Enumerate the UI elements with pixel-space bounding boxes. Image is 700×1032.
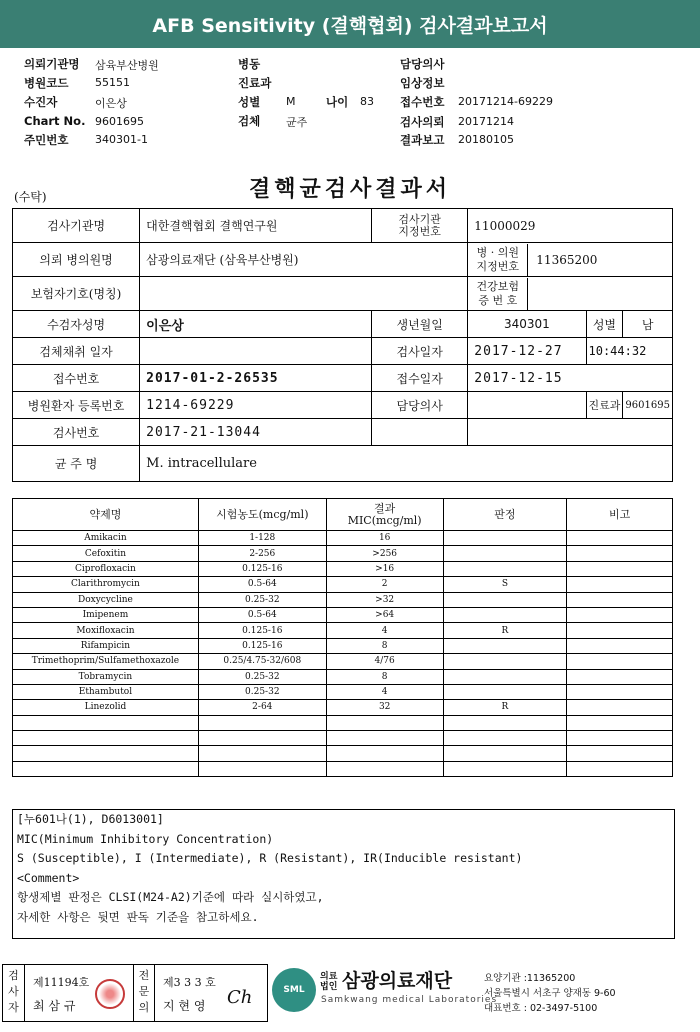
drug-name [13,731,199,746]
note [567,531,673,546]
mic-value: >64 [326,607,443,622]
note [567,700,673,715]
table-row [13,731,673,746]
table-row [13,638,673,653]
tester-name: 최 삼 규 [33,999,76,1013]
hospital-value: 삼광의료재단 (삼육부산병원) [140,243,468,277]
drug-name: Trimethoprim/Sulfamethoxazole [13,654,199,669]
test-concentration: 0.25-32 [198,592,326,607]
mic-value [326,731,443,746]
test-concentration [198,715,326,730]
judgement: R [443,700,567,715]
test-concentration: 2-64 [198,700,326,715]
lab-code-label: 검사기관 지정번호 [372,209,468,243]
patient-name-label: 수검자성명 [13,311,140,338]
header-label: Chart No. [24,114,86,128]
test-concentration [198,731,326,746]
report-banner [0,0,700,48]
dob-value: 340301 [468,311,586,338]
header-value: 20171214-69229 [458,95,553,108]
mic-value: >16 [326,561,443,576]
organization-name: 삼광의료재단 [342,970,453,992]
header-value: 55151 [95,76,130,89]
insurance-no: 건강보험 증 번 호 [468,277,673,311]
sml-logo: SML [272,968,316,1012]
mic-value: 4/76 [326,654,443,669]
test-concentration: 2-256 [198,546,326,561]
header-label: 병원코드 [24,76,69,90]
test-concentration [198,761,326,776]
lab-value: 대한결핵협회 결핵연구원 [140,209,372,243]
org-prefix: 의료 법인 [320,972,338,992]
header-label: 담당의사 [400,57,445,71]
judgement [443,731,567,746]
judgement [443,607,567,622]
table-row [13,623,673,638]
header-value: 9601695 [95,115,144,128]
lab-label: 검사기관명 [13,209,140,243]
drug-name: Ethambutol [13,684,199,699]
receipt-no-value: 2017-01-2-26535 [140,365,372,392]
sample-date-value [140,338,372,365]
mic-value: 16 [326,531,443,546]
note [567,684,673,699]
registration-no-label: 병원환자 등록번호 [13,392,140,419]
signature-box [2,964,268,1022]
table-row [13,592,673,607]
table-row [13,669,673,684]
note [567,731,673,746]
organization-code: 요양기관 :11365200 [484,973,576,984]
receipt-date-value: 2017-12-15 [468,365,673,392]
judgement [443,654,567,669]
note [567,715,673,730]
header-value: 20180105 [458,133,514,146]
mic-value: 8 [326,638,443,653]
specialist-name: 지 현 영 [163,999,206,1013]
table-row [13,654,673,669]
mic-value [326,761,443,776]
judgement [443,592,567,607]
drug-name: Imipenem [13,607,199,622]
table-row [13,684,673,699]
hospital-label: 의뢰 병의원명 [13,243,140,277]
test-concentration: 0.25-32 [198,669,326,684]
judgement [443,715,567,730]
document-kind: (수탁) [14,190,47,204]
department-label: 진료과 [586,392,623,419]
table-row [13,561,673,576]
header-value: 삼육부산병원 [95,59,159,72]
table-row [13,531,673,546]
patient-name-value: 이은상 [140,311,372,338]
organization-address: 서울특별시 서초구 양재동 9-60 [484,988,616,999]
strain-value: M. intracellulare [140,446,673,482]
drug-name: Doxycycline [13,592,199,607]
table-row [13,761,673,776]
info-table [12,208,673,482]
judgement: S [443,577,567,592]
comment-line: 자세한 사항은 뒷면 판독 기준을 참고하세요. [17,909,259,924]
table-row [13,746,673,761]
test-time-value: 10:44:32 [586,338,673,365]
table-row [13,546,673,561]
drug-header: 약제명 [13,499,199,531]
drug-name: Cefoxitin [13,546,199,561]
receipt-no-label: 접수번호 [13,365,140,392]
table-row [13,700,673,715]
drug-name: Ciprofloxacin [13,561,199,576]
document-title: 결핵균검사결과서 [248,176,452,202]
mic-value [326,715,443,730]
organization-phone: 대표번호 : 02-3497-5100 [484,1003,598,1014]
note [567,623,673,638]
tester-license: 제11194호 [33,976,90,989]
seal-stamp [95,979,125,1009]
drug-name: Amikacin [13,531,199,546]
header-label: 의뢰기관명 [24,57,80,71]
header-label: 검체 [238,114,261,128]
mic-value [326,746,443,761]
table-row [13,607,673,622]
mic-value: 2 [326,577,443,592]
mic-value: >256 [326,546,443,561]
comment-line: <Comment> [17,870,80,885]
note [567,607,673,622]
judgement: R [443,623,567,638]
test-concentration: 0.125-16 [198,561,326,576]
test-concentration: 0.125-16 [198,638,326,653]
comment-box [12,809,675,939]
sex-value: 남 [623,311,673,338]
sex-label: 성별 [586,311,623,338]
mic-value: 4 [326,623,443,638]
receipt-date-label: 접수일자 [372,365,468,392]
note [567,654,673,669]
header-label: 접수번호 [400,95,445,109]
header-value: 20171214 [458,115,514,128]
header-value: 83 [360,95,374,108]
header-label: 나이 [326,95,349,109]
conc-header: 시험농도(mcg/ml) [198,499,326,531]
drug-name [13,761,199,776]
test-date-label: 검사일자 [372,338,468,365]
header-label: 검사의뢰 [400,115,445,129]
doctor-value [468,392,586,419]
test-no-value: 2017-21-13044 [140,419,372,446]
drug-name: Clarithromycin [13,577,199,592]
table-row [13,577,673,592]
department-value: 9601695 [623,392,673,419]
header-value: 균주 [286,116,308,129]
header-label: 진료과 [238,76,272,90]
header-label: 성별 [238,95,261,109]
header-value: M [286,95,296,108]
drug-name [13,715,199,730]
comment-line: MIC(Minimum Inhibitory Concentration) [17,831,274,846]
hospital-code: 병 · 의원 지정번호 11365200 [468,243,673,277]
dob-label: 생년월일 [372,311,468,338]
specialist-license: 제3 3 3 호 [163,976,216,989]
test-concentration: 0.25-32 [198,684,326,699]
report-title: AFB Sensitivity (결핵협회) 검사결과보고서 [152,14,548,37]
header-label: 임상정보 [400,76,445,90]
test-concentration: 0.5-64 [198,577,326,592]
judgement [443,746,567,761]
mic-value: >32 [326,592,443,607]
comment-line: [누601나(1), D6013001] [17,812,164,826]
header-label: 결과보고 [400,133,445,147]
note [567,669,673,684]
insurer-label: 보험자기호(명칭) [13,277,140,311]
note [567,746,673,761]
note [567,561,673,576]
note [567,592,673,607]
test-date-value: 2017-12-27 [468,338,586,365]
comment-line: 항생제별 판정은 CLSI(M24-A2)기준에 따라 실시하였고, [17,890,324,904]
drug-name: Tobramycin [13,669,199,684]
note [567,761,673,776]
header-label: 병동 [238,57,261,71]
judgement [443,638,567,653]
doctor-label: 담당의사 [372,392,468,419]
registration-no-value: 1214-69229 [140,392,372,419]
mic-value: 8 [326,669,443,684]
signature-scrawl: Ch [227,987,253,1008]
note-header: 비고 [567,499,673,531]
drug-name: Moxifloxacin [13,623,199,638]
judgement-header: 판정 [443,499,567,531]
judgement [443,561,567,576]
lab-code-value: 11000029 [468,209,673,243]
judgement [443,761,567,776]
insurer-value [140,277,468,311]
drug-table [12,498,673,777]
header-value: 340301-1 [95,133,148,146]
header-label: 주민번호 [24,133,69,147]
judgement [443,546,567,561]
test-no-label: 검사번호 [13,419,140,446]
strain-label: 균 주 명 [13,446,140,482]
test-concentration: 0.125-16 [198,623,326,638]
test-concentration: 0.25/4.75-32/608 [198,654,326,669]
drug-name: Rifampicin [13,638,199,653]
organization-name-en: Samkwang medical Laboratories [321,995,498,1005]
test-concentration [198,746,326,761]
mic-value: 4 [326,684,443,699]
judgement [443,531,567,546]
judgement [443,669,567,684]
table-row [13,715,673,730]
test-concentration: 0.5-64 [198,607,326,622]
comment-line: S (Susceptible), I (Intermediate), R (Resistant), IR(Inducible resistant) [17,851,523,865]
sample-date-label: 검체채취 일자 [13,338,140,365]
mic-header: 결과 MIC(mcg/ml) [326,499,443,531]
specialist-label: 전 문 의 [133,965,155,1021]
note [567,638,673,653]
tester-label: 검 사 자 [3,965,25,1021]
drug-name [13,746,199,761]
note [567,577,673,592]
test-concentration: 1-128 [198,531,326,546]
drug-name: Linezolid [13,700,199,715]
header-value: 이은상 [95,97,127,110]
note [567,546,673,561]
mic-value: 32 [326,700,443,715]
header-label: 수진자 [24,95,58,109]
judgement [443,684,567,699]
